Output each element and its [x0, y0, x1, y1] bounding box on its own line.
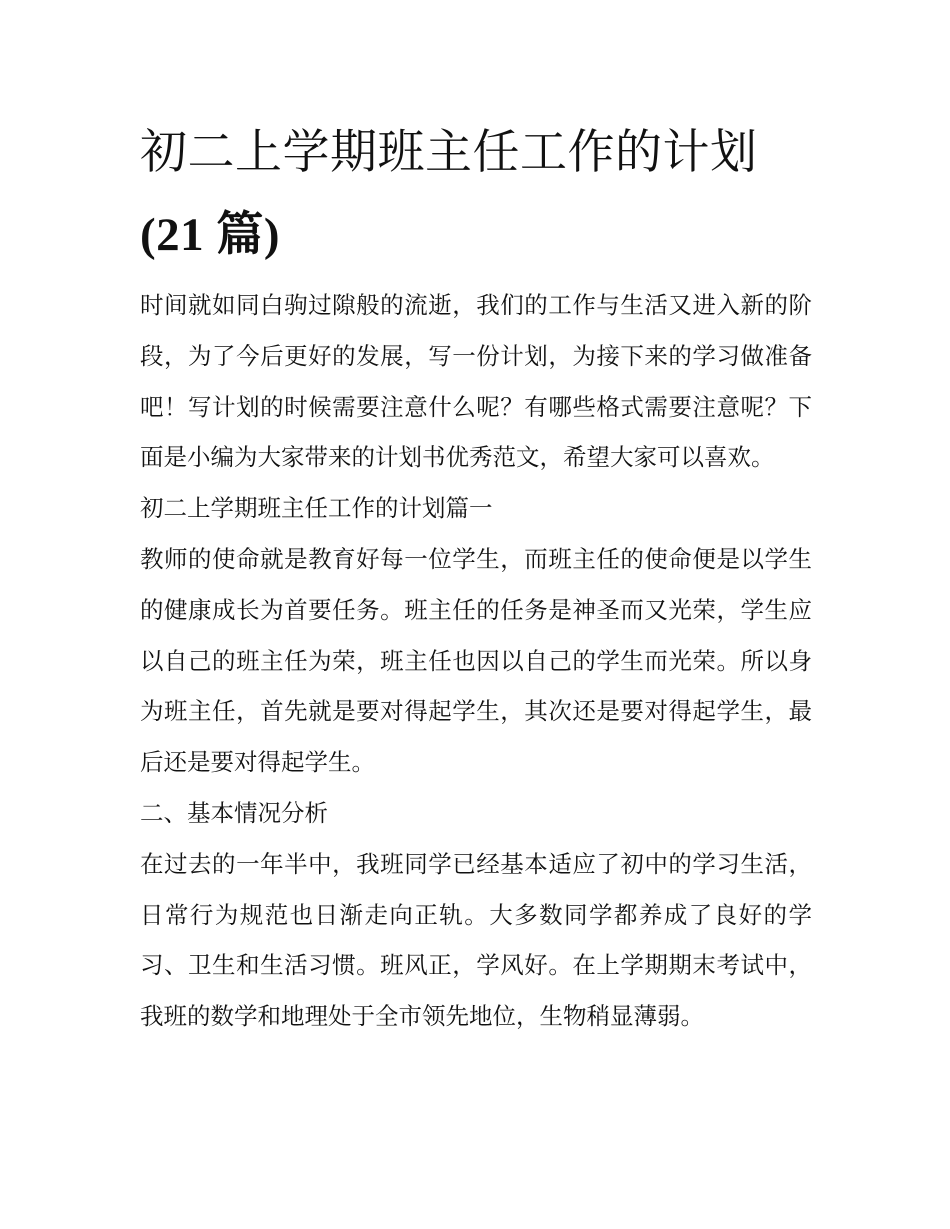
- title-count-text: (21 篇): [140, 209, 281, 261]
- intro-paragraph: 时间就如同白驹过隙般的流逝，我们的工作与生活又进入新的阶段，为了今后更好的发展，写一份计划，为接下来的学习做准备吧！写计划的时候需要注意什么呢？有哪些格式需要注意呢？下面是小编为大家带来的计划书优秀范文，希望大家可以喜欢。: [140, 291, 812, 472]
- document-body: [140, 280, 812, 1042]
- document-title: [140, 112, 820, 276]
- analysis-paragraph: 在过去的一年半中，我班同学已经基本适应了初中的学习生活，日常行为规范也日渐走向正轨。大多数同学都养成了良好的学习、卫生和生活习惯。班风正，学风好。在上学期期末考试中，我班的数学和地理处于全市领先地位，生物稍显薄弱。: [140, 849, 812, 1031]
- mission-paragraph: 教师的使命就是教育好每一位学生，而班主任的使命便是以学生的健康成长为首要任务。班主任的任务是神圣而又光荣，学生应以自己的班主任为荣，班主任也因以自己的学生而光荣。所以身为班主任，首先就是要对得起学生，其次还是要对得起学生，最后还是要对得起学生。: [140, 544, 812, 777]
- title-main-text: 初二上学期班主任工作的计划: [140, 125, 758, 180]
- section-heading-part-one: 初二上学期班主任工作的计划篇一: [140, 494, 493, 523]
- section-heading-analysis: 二、基本情况分析: [140, 798, 328, 827]
